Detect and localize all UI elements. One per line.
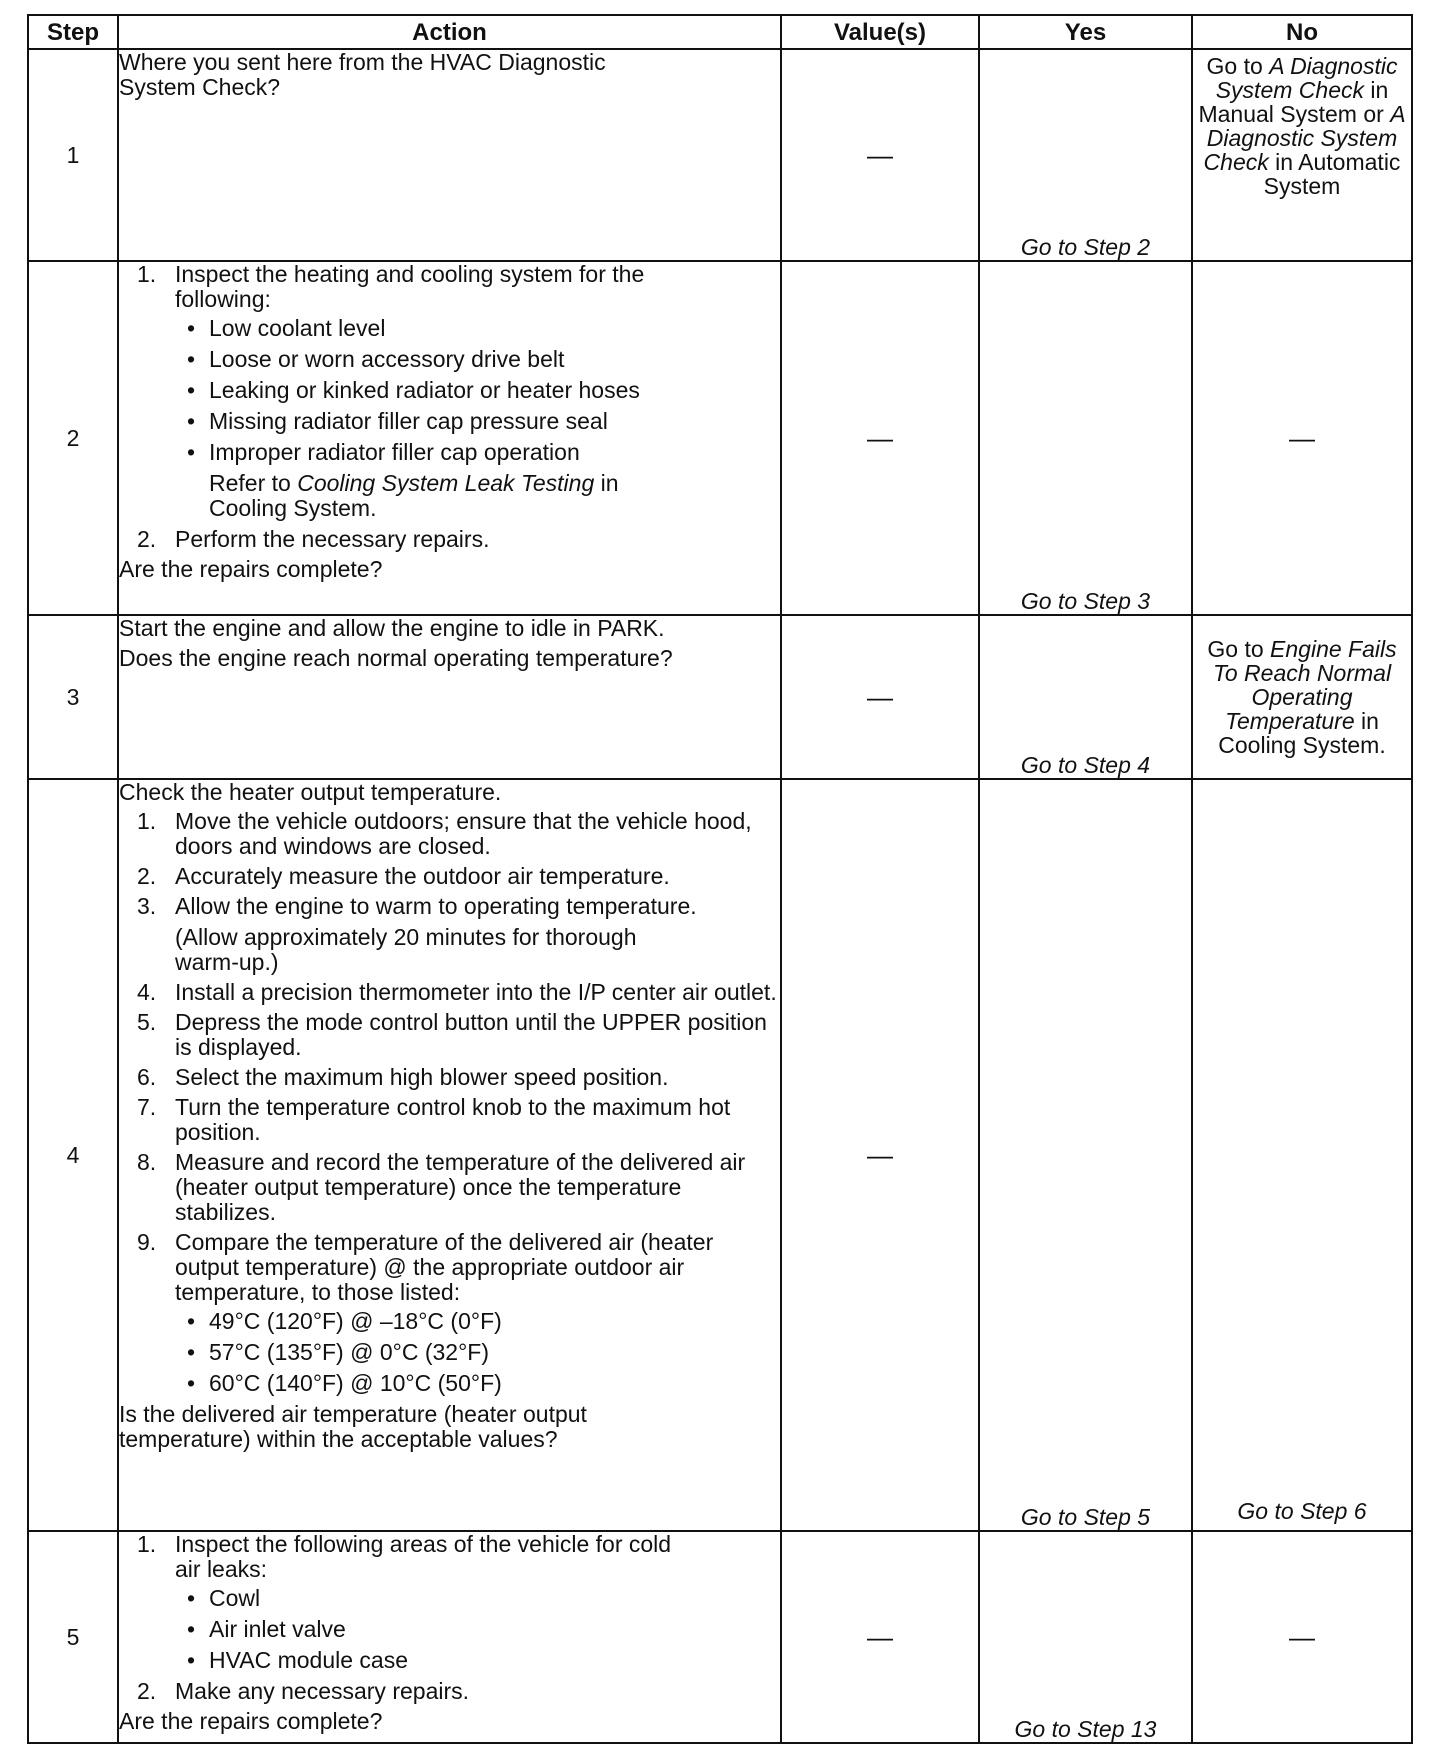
list-item: 2. Make any necessary repairs. bbox=[137, 1678, 470, 1704]
header-no: No bbox=[1192, 15, 1412, 49]
bullet-item: • Air inlet valve bbox=[175, 1617, 780, 1642]
value-cell: — bbox=[781, 1531, 979, 1743]
bullet-item: • Missing radiator filler cap pressure seal bbox=[175, 409, 780, 434]
refer-note bbox=[175, 471, 649, 521]
header-row bbox=[28, 15, 1412, 49]
list-item-text: Perform the necessary repairs. bbox=[175, 526, 490, 552]
no-reference-link[interactable]: Engine Fails To Reach Normal Operating Temperature bbox=[1212, 636, 1397, 734]
table-row bbox=[28, 49, 1412, 261]
list-item: 4. Install a precision thermometer into the I/P center air outlet. bbox=[137, 979, 777, 1005]
no-text: in Automatic System bbox=[1263, 149, 1401, 199]
bullet-item: • Loose or worn accessory drive belt bbox=[175, 347, 780, 372]
no-cell: — bbox=[1192, 261, 1412, 615]
yes-cell bbox=[979, 1531, 1192, 1743]
list-item-text: Inspect the following areas of the vehicle for cold air leaks: bbox=[175, 1531, 672, 1582]
list-item: 1. Inspect the heating and cooling system for the following: • Low coolant level • Loose or worn accessory drive belt • Leaking or kinked radiator or heater hoses • Missing radiator filler cap pressure seal • Improper radiator filler cap operation Refer to Cooling System Leak Testing in Cooling System. bbox=[119, 262, 780, 521]
yes-cell bbox=[979, 261, 1192, 615]
no-cell bbox=[1192, 615, 1412, 779]
bullet-item: • Cowl bbox=[175, 1586, 780, 1611]
yes-cell bbox=[979, 779, 1192, 1531]
yes-cell bbox=[979, 615, 1192, 779]
bullet-list bbox=[175, 1309, 780, 1396]
list-item: 1. Move the vehicle outdoors; ensure that the vehicle hood, doors and windows are closed. bbox=[137, 808, 752, 859]
action-question: Are the repairs complete? bbox=[119, 1708, 383, 1734]
no-text: in Manual System or bbox=[1198, 77, 1391, 127]
header-values: Value(s) bbox=[781, 15, 979, 49]
list-item-text: Inspect the heating and cooling system for the following: bbox=[175, 261, 645, 312]
list-item-text: Install a precision thermometer into the I/P center air outlet. bbox=[175, 979, 777, 1005]
no-reference-link[interactable]: A Diagnostic System Check bbox=[1215, 53, 1398, 103]
numbered-list bbox=[119, 809, 780, 1396]
refer-link[interactable]: Cooling System Leak Testing bbox=[297, 470, 595, 496]
numbered-list bbox=[119, 1532, 780, 1704]
step-number: 3 bbox=[28, 615, 118, 779]
list-item-text: Accurately measure the outdoor air temperature. bbox=[175, 863, 670, 889]
list-item: 8. Measure and record the temperature of the delivered air (heater output temperature) once the temperature stabilizes. bbox=[137, 1149, 746, 1225]
list-item: 6. Select the maximum high blower speed position. bbox=[137, 1064, 669, 1090]
yes-goto-link[interactable]: Go to Step 4 bbox=[1020, 752, 1151, 778]
action-question: Does the engine reach normal operating temperature? bbox=[119, 645, 673, 671]
list-item-text: Compare the temperature of the delivered air (heater output temperature) @ the appropriate outdoor air temperature, to those listed: bbox=[175, 1229, 714, 1305]
bullet-item: • Improper radiator filler cap operation bbox=[175, 440, 780, 465]
no-reference-link[interactable]: A Diagnostic System Check bbox=[1203, 101, 1406, 175]
step-number: 5 bbox=[28, 1531, 118, 1743]
diagnostic-table bbox=[27, 14, 1413, 1744]
list-item-text: Depress the mode control button until the UPPER position is displayed. bbox=[175, 1009, 767, 1060]
yes-goto-link[interactable]: Go to Step 5 bbox=[1020, 1504, 1151, 1530]
value-cell: — bbox=[781, 779, 979, 1531]
bullet-item: • 60°C (140°F) @ 10°C (50°F) bbox=[175, 1371, 780, 1396]
action-cell bbox=[118, 779, 781, 1531]
no-cell bbox=[1192, 49, 1412, 261]
list-item: 5. Depress the mode control button until the UPPER position is displayed. bbox=[137, 1009, 767, 1060]
bullet-item: • 49°C (120°F) @ –18°C (0°F) bbox=[175, 1309, 780, 1334]
action-question: Where you sent here from the HVAC Diagnostic System Check? bbox=[119, 49, 606, 100]
value-cell: — bbox=[781, 615, 979, 779]
value-cell: — bbox=[781, 261, 979, 615]
step-number: 2 bbox=[28, 261, 118, 615]
header-yes: Yes bbox=[979, 15, 1192, 49]
table-row bbox=[28, 1531, 1412, 1743]
list-item-note: (Allow approximately 20 minutes for thorough warm-up.) bbox=[175, 924, 637, 975]
action-cell bbox=[118, 615, 781, 779]
no-cell bbox=[1192, 779, 1412, 1531]
list-item-text: Make any necessary repairs. bbox=[175, 1678, 470, 1704]
action-cell bbox=[118, 49, 781, 261]
refer-text: Refer to bbox=[209, 470, 298, 496]
bullet-item: • 57°C (135°F) @ 0°C (32°F) bbox=[175, 1340, 780, 1365]
yes-goto-link[interactable]: Go to Step 3 bbox=[1020, 588, 1151, 614]
no-text: Go to bbox=[1207, 636, 1271, 662]
step-number: 4 bbox=[28, 779, 118, 1531]
action-question: Is the delivered air temperature (heater output temperature) within the acceptable values? bbox=[119, 1401, 587, 1452]
bullet-list bbox=[175, 316, 780, 465]
refer-text: in Cooling System. bbox=[209, 470, 619, 521]
list-item: 3. Allow the engine to warm to operating temperature. (Allow approximately 20 minutes for thorough warm-up.) bbox=[137, 893, 697, 975]
list-item-text: Measure and record the temperature of the delivered air (heater output temperature) once the temperature stabilizes. bbox=[175, 1149, 746, 1225]
no-goto-link[interactable]: Go to Step 6 bbox=[1237, 1498, 1367, 1524]
list-item: 1. Inspect the following areas of the vehicle for cold air leaks: • Cowl • Air inlet valve • HVAC module case bbox=[119, 1532, 780, 1673]
action-cell bbox=[118, 1531, 781, 1743]
table-row bbox=[28, 261, 1412, 615]
no-text: in Cooling System. bbox=[1218, 708, 1386, 758]
yes-cell bbox=[979, 49, 1192, 261]
bullet-item: • Low coolant level bbox=[175, 316, 780, 341]
action-question: Are the repairs complete? bbox=[119, 556, 383, 582]
no-text: Go to bbox=[1206, 53, 1270, 79]
header-step: Step bbox=[28, 15, 118, 49]
value-cell: — bbox=[781, 49, 979, 261]
list-item-text: Select the maximum high blower speed position. bbox=[175, 1064, 669, 1090]
bullet-item: • HVAC module case bbox=[175, 1648, 780, 1673]
no-instruction bbox=[1193, 637, 1411, 757]
table-row bbox=[28, 615, 1412, 779]
bullet-list bbox=[175, 1586, 780, 1673]
list-item-text: Allow the engine to warm to operating temperature. bbox=[175, 893, 697, 919]
list-item-text: Turn the temperature control knob to the maximum hot position. bbox=[175, 1094, 731, 1145]
action-intro: Check the heater output temperature. bbox=[119, 779, 502, 805]
action-cell bbox=[118, 261, 781, 615]
numbered-list bbox=[119, 262, 780, 552]
list-item: 7. Turn the temperature control knob to the maximum hot position. bbox=[137, 1094, 731, 1145]
list-item: 9. Compare the temperature of the delivered air (heater output temperature) @ the appropriate outdoor air temperature, to those listed: • 49°C (120°F) @ –18°C (0°F) • 57°C (135°F) @ 0°C (32°F) • 60°C (140°F) @ 10°C (50°F) bbox=[119, 1230, 780, 1396]
step-number: 1 bbox=[28, 49, 118, 261]
list-item: 2. Accurately measure the outdoor air temperature. bbox=[137, 863, 670, 889]
no-cell: — bbox=[1192, 1531, 1412, 1743]
header-action: Action bbox=[118, 15, 781, 49]
list-item: 2. Perform the necessary repairs. bbox=[137, 526, 490, 552]
list-item-text: Move the vehicle outdoors; ensure that the vehicle hood, doors and windows are closed. bbox=[175, 808, 752, 859]
table-row bbox=[28, 779, 1412, 1531]
yes-goto-link[interactable]: Go to Step 2 bbox=[1020, 234, 1151, 260]
yes-goto-link[interactable]: Go to Step 13 bbox=[1014, 1716, 1157, 1742]
action-text: Start the engine and allow the engine to idle in PARK. bbox=[119, 615, 665, 641]
no-instruction bbox=[1193, 54, 1411, 198]
bullet-item: • Leaking or kinked radiator or heater hoses bbox=[175, 378, 780, 403]
